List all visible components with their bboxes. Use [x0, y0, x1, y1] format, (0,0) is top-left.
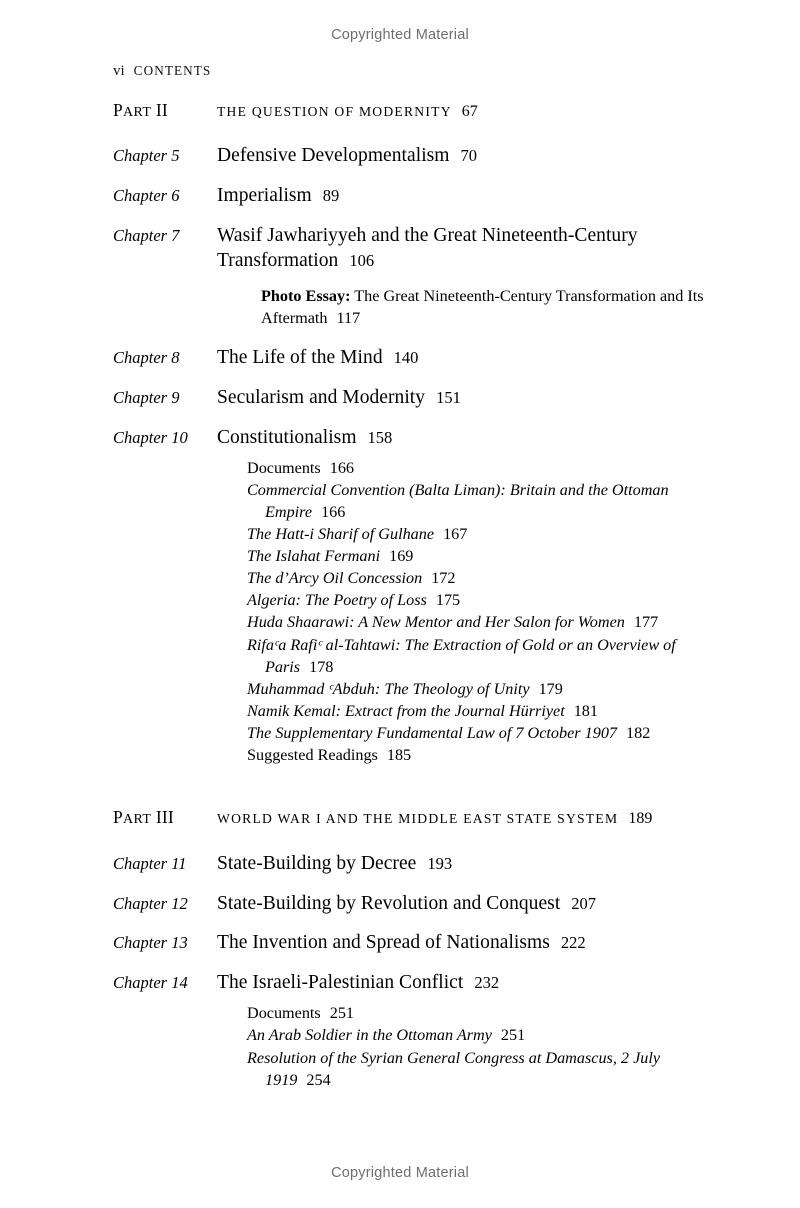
- chapter-entry-14: [113, 971, 713, 996]
- chapter-label-5: Chapter 5: [113, 146, 180, 166]
- document-item: The Hatt-i Sharif of Gulhane 167: [247, 525, 468, 544]
- photo-essay-title: The Great Nineteenth-Century Transformation and Its Aftermath: [261, 287, 704, 328]
- chapter-page-7: 106: [349, 251, 375, 271]
- part-page-3: 189: [628, 810, 653, 828]
- chapter-entry-8: [113, 346, 713, 371]
- chapter-title-8: The Life of the Mind 140: [217, 346, 419, 368]
- chapter-entry-6: [113, 184, 713, 209]
- document-item: Documents 166: [247, 458, 355, 477]
- chapter-entry-10: [113, 426, 713, 451]
- photo-essay-entry: [247, 285, 713, 330]
- chapter-title-13: The Invention and Spread of Nationalisms 222: [217, 932, 586, 954]
- page-folio: vi: [113, 63, 125, 79]
- document-item: Resolution of the Syrian General Congress at Damascus, 2 July 1919 254: [247, 1048, 661, 1089]
- chapter-page-13: 222: [560, 933, 586, 953]
- chapter-title-11: State-Building by Decree 193: [217, 852, 453, 874]
- chapter-label-10: Chapter 10: [113, 427, 188, 447]
- running-head-title: CONTENTS: [133, 63, 212, 78]
- photo-essay-page: 117: [336, 309, 361, 328]
- document-item: An Arab Soldier in the Ottoman Army 251: [247, 1026, 526, 1045]
- table-of-contents: [113, 99, 713, 1091]
- chapter-entry-9: [113, 386, 713, 411]
- chapter-title-6: Imperialism 89: [217, 185, 340, 207]
- chapter-title-7: Wasif Jawhariyyeh and the Great Nineteenth-Century Transformation 106: [217, 225, 638, 272]
- chapter-title-14: The Israeli-Palestinian Conflict 232: [217, 972, 500, 994]
- document-item: Documents 251: [247, 1004, 355, 1023]
- chapter-page-9: 151: [436, 387, 461, 407]
- chapter-label-6: Chapter 6: [113, 186, 180, 206]
- document-item: Huda Shaarawi: A New Mentor and Her Salon for Women 177: [247, 613, 659, 632]
- chapter-title-10: Constitutionalism 158: [217, 426, 393, 448]
- part-title-3: WORLD WAR I AND THE MIDDLE EAST STATE SYSTEM 189: [217, 810, 653, 828]
- chapter-entry-7: [113, 224, 713, 274]
- part-page-2: 67: [461, 103, 478, 120]
- chapter-page-11: 193: [427, 853, 453, 873]
- document-item: Commercial Convention (Balta Liman): Britain and the Ottoman Empire 166: [247, 480, 669, 521]
- chapter-title-12: State-Building by Revolution and Conquest 207: [217, 892, 597, 914]
- chapter-label-14: Chapter 14: [113, 973, 188, 993]
- documents-list-chapter-10: [247, 457, 713, 767]
- chapter-entry-5: [113, 144, 713, 169]
- documents-list-chapter-14: [247, 1002, 713, 1090]
- chapter-page-12: 207: [571, 893, 597, 913]
- chapter-label-11: Chapter 11: [113, 853, 187, 873]
- running-head: [113, 63, 211, 80]
- part-entry-2: [113, 99, 713, 124]
- chapter-title-9: Secularism and Modernity 151: [217, 386, 461, 408]
- document-item: Algeria: The Poetry of Loss 175: [247, 591, 461, 610]
- document-item: The Supplementary Fundamental Law of 7 October 1907 182: [247, 724, 651, 743]
- part-entry-3: [113, 806, 713, 831]
- photo-essay-lead: Photo Essay:: [261, 287, 351, 306]
- copyright-watermark-top: Copyrighted Material: [331, 27, 469, 43]
- chapter-page-6: 89: [322, 186, 340, 206]
- chapter-entry-12: [113, 892, 713, 917]
- part-label-2: PART II: [113, 100, 168, 120]
- document-item: Namik Kemal: Extract from the Journal Hürriyet 181: [247, 701, 598, 720]
- part-label-3: PART III: [113, 807, 174, 828]
- chapter-label-12: Chapter 12: [113, 893, 188, 913]
- chapter-label-13: Chapter 13: [113, 933, 188, 953]
- chapter-label-9: Chapter 9: [113, 387, 180, 407]
- chapter-entry-11: [113, 852, 713, 877]
- document-item: The Islahat Fermani 169: [247, 547, 414, 566]
- document-item: Muhammad ᶜAbduh: The Theology of Unity 179: [247, 679, 563, 698]
- chapter-title-5: Defensive Developmentalism 70: [217, 145, 478, 167]
- chapter-entry-13: [113, 931, 713, 956]
- suggested-readings-item: Suggested Readings 185: [247, 746, 412, 765]
- chapter-page-10: 158: [367, 427, 393, 447]
- document-item: The d’Arcy Oil Concession 172: [247, 569, 456, 588]
- chapter-page-14: 232: [474, 973, 500, 993]
- copyright-watermark-bottom: Copyrighted Material: [331, 1165, 469, 1181]
- section-spacer: [113, 766, 713, 806]
- chapter-page-5: 70: [460, 146, 478, 166]
- part-title-2: THE QUESTION OF MODERNITY 67: [217, 103, 478, 120]
- document-item: Rifaᶜa Rafiᶜ al-Tahtawi: The Extraction of Gold or an Overview of Paris 178: [247, 635, 676, 676]
- chapter-page-8: 140: [393, 347, 419, 367]
- chapter-label-8: Chapter 8: [113, 347, 180, 367]
- chapter-label-7: Chapter 7: [113, 226, 180, 246]
